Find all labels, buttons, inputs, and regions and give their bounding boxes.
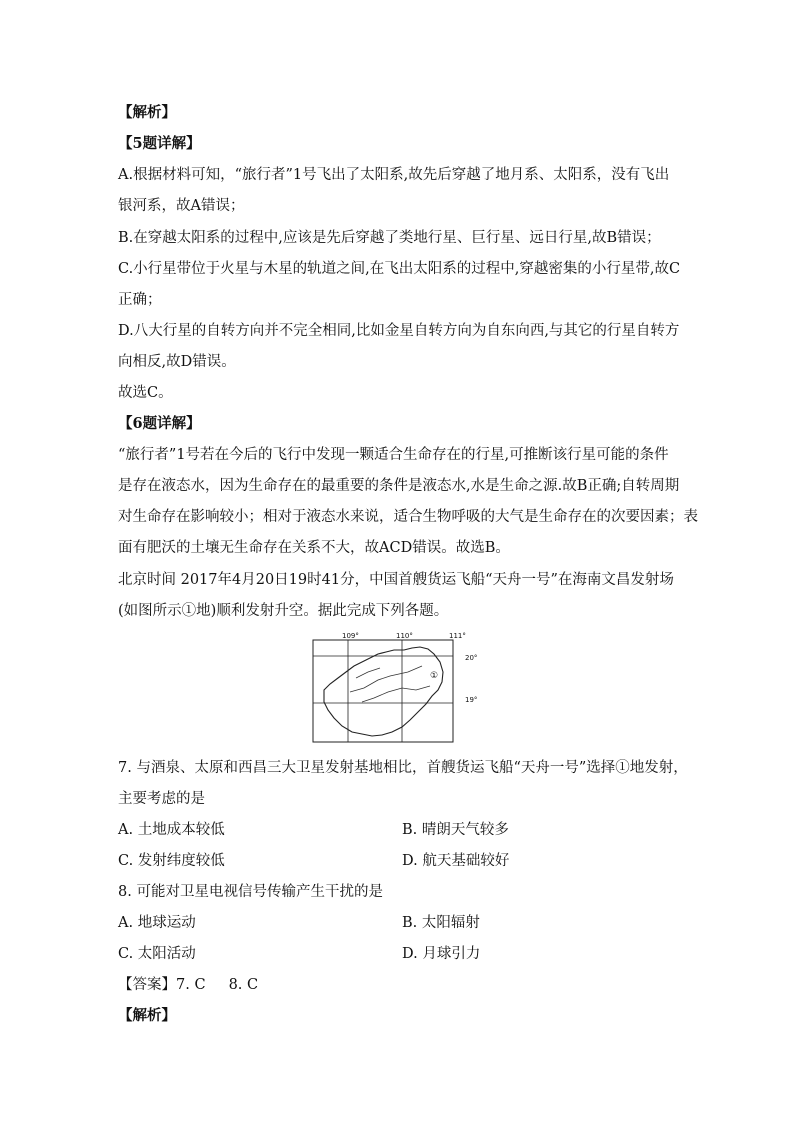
lat-label-20: 20° xyxy=(465,654,478,662)
lon-label-110: 110° xyxy=(396,632,413,640)
heading-analysis-2: 【解析】 xyxy=(118,1007,176,1024)
lon-label-111: 111° xyxy=(449,632,466,640)
river-line-2 xyxy=(362,686,430,702)
q5-option-c-line1: C.小行星带位于火星与木星的轨道之间,在飞出太阳系的过程中,穿越密集的小行星带,故C xyxy=(118,261,681,277)
launch-site-marker: ① xyxy=(430,671,439,681)
q6-para-line3: 对生命存在影响较小；相对于液态水来说，适合生物呼吸的大气是生命存在的次要因素；表 xyxy=(118,509,698,525)
q6-para-line2: 是存在液态水，因为生命存在的最重要的条件是液态水,水是生命之源.故B正确;自转周期 xyxy=(118,478,680,494)
q5-option-a-line2: 银河系，故A错误； xyxy=(118,198,245,214)
lat-label-19: 19° xyxy=(465,696,478,704)
heading-analysis: 【解析】 xyxy=(118,104,176,121)
river-line-1 xyxy=(350,666,422,692)
q5-option-c-line2: 正确； xyxy=(118,292,162,308)
q7-stem-line2: 主要考虑的是 xyxy=(118,791,205,807)
q5-selection: 故选C。 xyxy=(118,385,173,401)
q8-stem: 8. 可能对卫星电视信号传输产生干扰的是 xyxy=(118,884,383,900)
q8-option-b: B. 太阳辐射 xyxy=(402,915,480,931)
q7-stem-line1: 7. 与酒泉、太原和西昌三大卫星发射基地相比，首艘货运飞船“天舟一号”选择①地发射， xyxy=(118,760,688,776)
q6-para-line4: 面有肥沃的土壤无生命存在关系不大，故ACD错误。故选B。 xyxy=(118,540,510,556)
q7-option-b: B. 晴朗天气较多 xyxy=(402,822,509,838)
q5-option-d-line2: 向相反,故D错误。 xyxy=(118,354,236,370)
river-line-3 xyxy=(356,668,380,678)
q5-option-d-line1: D.八大行星的自转方向并不完全相同,比如金星自转方向为自东向西,与其它的行星自转方 xyxy=(118,323,680,339)
intro-line2: (如图所示①地)顺利发射升空。据此完成下列各题。 xyxy=(118,603,449,619)
hainan-island-outline xyxy=(324,647,443,736)
intro-line1: 北京时间 2017年4月20日19时41分，中国首艘货运飞船“天舟一号”在海南文昌发射场 xyxy=(118,572,674,588)
q6-para-line1: “旅行者”1号若在今后的飞行中发现一颗适合生命存在的行星,可推断该行星可能的条件 xyxy=(118,447,669,463)
q8-option-a: A. 地球运动 xyxy=(118,915,196,931)
q8-option-c: C. 太阳活动 xyxy=(118,946,196,962)
q7-option-a: A. 土地成本较低 xyxy=(118,822,225,838)
hainan-map-figure xyxy=(312,632,486,744)
q8-option-d: D. 月球引力 xyxy=(402,946,481,962)
lon-label-109: 109° xyxy=(342,632,359,640)
q5-option-b: B.在穿越太阳系的过程中,应该是先后穿越了类地行星、巨行星、远日行星,故B错误； xyxy=(118,230,661,246)
q6-heading: 【6题详解】 xyxy=(118,415,201,432)
q7-option-d: D. 航天基础较好 xyxy=(402,853,510,869)
q7-option-c: C. 发射纬度较低 xyxy=(118,853,225,869)
q5-heading: 【5题详解】 xyxy=(118,135,201,152)
q5-option-a-line1: A.根据材料可知，“旅行者”1号飞出了太阳系,故先后穿越了地月系、太阳系，没有飞出 xyxy=(118,167,670,183)
answer-line: 【答案】7. C 8. C xyxy=(118,977,259,993)
